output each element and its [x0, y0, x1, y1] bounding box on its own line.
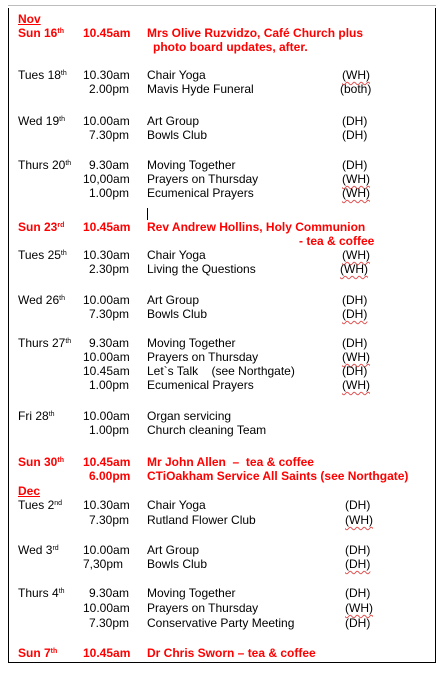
time-label: 1.00pm	[89, 378, 130, 392]
time-label: 1.00pm	[89, 186, 130, 200]
location-label: (WH)	[342, 248, 370, 262]
time-label: 1.00pm	[89, 423, 130, 437]
location-label: (DH)	[342, 114, 368, 128]
day-label: Sun 7th	[18, 646, 58, 660]
event-label: CTiOakham Service All Saints (see Northgate)	[147, 469, 409, 483]
time-label: 9.30am	[89, 336, 130, 350]
month-heading-nov: Nov	[18, 12, 41, 26]
location-label: (DH)	[345, 557, 371, 571]
location-label: (WH)	[342, 350, 370, 364]
day-label: Sun 30th	[18, 455, 64, 469]
location-label: (DH)	[342, 307, 368, 321]
event-label: Organ servicing	[147, 409, 232, 423]
day-label: Thurs 20th	[18, 158, 72, 172]
event-label: Moving Together	[147, 586, 236, 600]
location-label: (both)	[340, 82, 372, 96]
time-label: 7.30pm	[89, 616, 130, 630]
event-label: - tea & coffee	[299, 234, 375, 248]
day-label: Fri 28th	[18, 409, 55, 423]
time-label: 10.00am	[83, 543, 130, 557]
location-label: (WH)	[345, 513, 373, 527]
event-label: Bowls Club	[147, 307, 208, 321]
time-label: 6.00pm	[89, 469, 131, 483]
time-label: 7.30pm	[89, 128, 130, 142]
location-label: (DH)	[345, 543, 371, 557]
time-label: 10.45am	[83, 646, 131, 660]
location-label: (DH)	[342, 158, 368, 172]
day-label: Wed 19th	[18, 114, 65, 128]
event-label: Conservative Party Meeting	[147, 616, 295, 630]
time-label: 10,00am	[83, 172, 130, 186]
event-label: Bowls Club	[147, 128, 208, 142]
location-label: (DH)	[345, 586, 371, 600]
location-label: (WH)	[340, 262, 368, 276]
time-label: 10.45am	[83, 220, 131, 234]
event-label: Rutland Flower Club	[147, 513, 256, 527]
time-label: 10.00am	[83, 293, 130, 307]
time-label: 10.00am	[83, 114, 130, 128]
location-label: (WH)	[342, 378, 370, 392]
location-label: (DH)	[342, 336, 368, 350]
day-label: Sun 16th	[18, 26, 64, 40]
page-top-edge	[8, 5, 436, 6]
time-label: 10.30am	[83, 248, 130, 262]
time-label: 2.00pm	[89, 82, 130, 96]
event-label: Chair Yoga	[147, 68, 206, 82]
location-label: (DH)	[345, 616, 371, 630]
day-label: Tues 2nd	[18, 498, 63, 512]
event-label: Dr Chris Sworn – tea & coffee	[147, 646, 316, 660]
event-label: Living the Questions	[147, 262, 256, 276]
day-label: Wed 26th	[18, 293, 65, 307]
document-page	[8, 8, 436, 663]
event-label: Mrs Olive Ruzvidzo, Café Church plus	[147, 26, 364, 40]
time-label: 10.00am	[83, 350, 130, 364]
time-label: 7,30pm	[83, 557, 124, 571]
event-label: Chair Yoga	[147, 498, 206, 512]
event-label: Art Group	[147, 114, 200, 128]
event-label: Mr John Allen – tea & coffee	[147, 455, 314, 469]
event-label: Church cleaning Team	[147, 423, 267, 437]
day-label: Tues 25th	[18, 248, 67, 262]
day-label: Tues 18th	[18, 68, 67, 82]
time-label: 10.45am	[83, 364, 130, 378]
location-label: (WH)	[342, 186, 370, 200]
location-label: (DH)	[342, 128, 368, 142]
event-label: Chair Yoga	[147, 248, 206, 262]
event-label: photo board updates, after.	[153, 40, 308, 54]
event-label: Mavis Hyde Funeral	[147, 82, 254, 96]
event-label: Ecumenical Prayers	[147, 378, 254, 392]
location-label: (DH)	[345, 498, 371, 512]
time-label: 9.30am	[89, 586, 130, 600]
event-label: Rev Andrew Hollins, Holy Communion	[147, 220, 366, 234]
time-label: 10.00am	[83, 601, 130, 615]
day-label: Wed 3rd	[18, 543, 59, 557]
location-label: (DH)	[342, 364, 368, 378]
event-label: Let`s Talk (see Northgate)	[147, 364, 295, 378]
location-label: (WH)	[345, 601, 373, 615]
time-label: 2.30pm	[89, 262, 130, 276]
event-label: Art Group	[147, 293, 200, 307]
day-label: Thurs 4th	[18, 586, 65, 600]
day-label: Sun 23rd	[18, 220, 65, 234]
time-label: 10.00am	[83, 409, 130, 423]
event-label: Prayers on Thursday	[147, 601, 259, 615]
event-label: Prayers on Thursday	[147, 350, 259, 364]
event-label: Moving Together	[147, 158, 236, 172]
time-label: 10.45am	[83, 26, 131, 40]
month-heading-dec: Dec	[18, 484, 41, 498]
time-label: 7.30pm	[89, 307, 130, 321]
time-label: 10.30am	[83, 68, 130, 82]
location-label: (DH)	[342, 293, 368, 307]
time-label: 9.30am	[89, 158, 130, 172]
time-label: 10.45am	[83, 455, 131, 469]
event-label: Art Group	[147, 543, 200, 557]
event-label: Ecumenical Prayers	[147, 186, 254, 200]
location-label: (WH)	[342, 68, 370, 82]
event-label: Moving Together	[147, 336, 236, 350]
event-label: Bowls Club	[147, 557, 208, 571]
time-label: 10.30am	[83, 498, 130, 512]
event-label: Prayers on Thursday	[147, 172, 259, 186]
day-label: Thurs 27th	[18, 336, 72, 350]
text-cursor	[147, 208, 148, 220]
time-label: 7.30pm	[89, 513, 130, 527]
location-label: (WH)	[342, 172, 370, 186]
